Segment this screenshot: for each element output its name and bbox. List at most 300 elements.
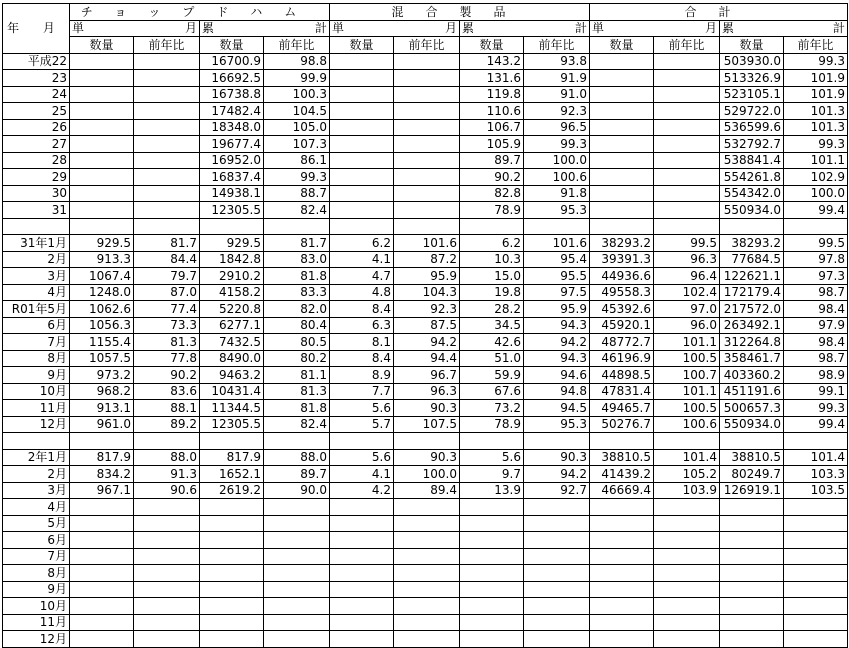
table-row — [3, 416, 848, 433]
table-cell — [394, 86, 460, 103]
row-label: 11月 — [3, 400, 70, 417]
table-cell — [460, 548, 524, 565]
table-cell — [134, 598, 200, 615]
table-cell: 100.0 — [524, 152, 590, 169]
table-cell: 96.3 — [394, 383, 460, 400]
spacer-row — [3, 218, 848, 235]
table-cell: 83.6 — [134, 383, 200, 400]
table-cell — [784, 548, 848, 565]
table-cell: 913.1 — [70, 400, 134, 417]
table-cell — [134, 614, 200, 631]
monthly-header-left: 単 — [592, 21, 605, 36]
cumulative-header — [460, 20, 590, 37]
table-cell — [720, 598, 784, 615]
table-cell: 79.7 — [134, 268, 200, 285]
table-cell: 550934.0 — [720, 202, 784, 219]
table-row — [3, 466, 848, 483]
table-cell — [524, 548, 590, 565]
table-cell — [134, 70, 200, 87]
table-row — [3, 499, 848, 516]
table-cell: 103.5 — [784, 482, 848, 499]
table-cell: 96.4 — [654, 268, 720, 285]
row-label: 27 — [3, 136, 70, 153]
table-cell: 41439.2 — [590, 466, 654, 483]
table-cell — [330, 499, 394, 516]
table-cell: 46196.9 — [590, 350, 654, 367]
row-label: 31年1月 — [3, 235, 70, 252]
table-cell: 38293.2 — [720, 235, 784, 252]
table-cell — [330, 53, 394, 70]
table-cell — [654, 185, 720, 202]
table-cell — [70, 136, 134, 153]
table-cell — [590, 565, 654, 582]
table-cell: 6.2 — [460, 235, 524, 252]
table-cell — [654, 152, 720, 169]
table-cell: 554342.0 — [720, 185, 784, 202]
table-cell: 87.0 — [134, 284, 200, 301]
table-cell: 105.9 — [460, 136, 524, 153]
table-cell: 88.7 — [264, 185, 330, 202]
table-cell: 97.8 — [784, 251, 848, 268]
table-cell: 96.3 — [654, 251, 720, 268]
table-cell: 105.2 — [654, 466, 720, 483]
table-cell: 6277.1 — [200, 317, 264, 334]
table-cell — [460, 565, 524, 582]
table-cell — [590, 499, 654, 516]
empty-cell — [3, 218, 70, 235]
table-cell: 95.3 — [524, 416, 590, 433]
cumulative-header-right: 計 — [314, 21, 327, 36]
table-row — [3, 581, 848, 598]
table-cell: 80249.7 — [720, 466, 784, 483]
table-cell: 967.1 — [70, 482, 134, 499]
table-cell — [590, 53, 654, 70]
table-cell: 554261.8 — [720, 169, 784, 186]
table-cell: 99.3 — [524, 136, 590, 153]
table-cell: 131.6 — [460, 70, 524, 87]
table-cell: 92.3 — [524, 103, 590, 120]
table-cell: 48772.7 — [590, 334, 654, 351]
table-cell: 1057.5 — [70, 350, 134, 367]
table-cell — [264, 598, 330, 615]
table-cell: 80.2 — [264, 350, 330, 367]
table-row — [3, 86, 848, 103]
table-cell: 77.4 — [134, 301, 200, 318]
header-row-periods — [3, 20, 848, 37]
table-cell: 101.4 — [654, 449, 720, 466]
table-cell: 94.3 — [524, 317, 590, 334]
table-cell — [460, 581, 524, 598]
table-cell: 16700.9 — [200, 53, 264, 70]
table-row — [3, 152, 848, 169]
table-cell: 16837.4 — [200, 169, 264, 186]
table-cell — [394, 53, 460, 70]
table-cell: 81.7 — [134, 235, 200, 252]
table-cell: 94.8 — [524, 383, 590, 400]
row-label: 7月 — [3, 334, 70, 351]
table-row — [3, 334, 848, 351]
table-row — [3, 70, 848, 87]
table-cell: 101.4 — [784, 449, 848, 466]
table-cell: 2619.2 — [200, 482, 264, 499]
row-label: 10月 — [3, 598, 70, 615]
table-cell — [654, 614, 720, 631]
empty-cell — [784, 433, 848, 450]
table-row — [3, 532, 848, 549]
table-cell — [654, 565, 720, 582]
row-label: 26 — [3, 119, 70, 136]
empty-cell — [200, 433, 264, 450]
table-cell — [70, 185, 134, 202]
table-cell: 95.9 — [394, 268, 460, 285]
quantity-header: 数量 — [200, 37, 264, 54]
table-cell: 90.3 — [394, 449, 460, 466]
table-cell: 5.6 — [330, 449, 394, 466]
table-cell: 97.3 — [784, 268, 848, 285]
table-cell — [330, 614, 394, 631]
table-cell: 263492.1 — [720, 317, 784, 334]
table-cell — [330, 152, 394, 169]
table-cell: 96.0 — [654, 317, 720, 334]
table-cell — [134, 185, 200, 202]
table-cell: 913.3 — [70, 251, 134, 268]
row-label: R01年5月 — [3, 301, 70, 318]
table-cell — [134, 548, 200, 565]
table-cell — [654, 631, 720, 648]
table-cell — [720, 614, 784, 631]
table-row — [3, 53, 848, 70]
table-cell — [134, 53, 200, 70]
table-cell — [654, 169, 720, 186]
table-cell — [460, 598, 524, 615]
monthly-header-right: 月 — [184, 21, 197, 36]
table-cell — [394, 70, 460, 87]
quantity-header: 数量 — [70, 37, 134, 54]
table-cell: 101.1 — [654, 334, 720, 351]
table-cell: 513326.9 — [720, 70, 784, 87]
table-cell: 104.5 — [264, 103, 330, 120]
table-cell — [460, 614, 524, 631]
empty-cell — [264, 218, 330, 235]
table-cell: 500657.3 — [720, 400, 784, 417]
table-cell: 834.2 — [70, 466, 134, 483]
table-row — [3, 565, 848, 582]
table-cell: 217572.0 — [720, 301, 784, 318]
table-cell — [330, 548, 394, 565]
table-cell — [134, 86, 200, 103]
table-cell: 99.3 — [264, 169, 330, 186]
table-cell: 8490.0 — [200, 350, 264, 367]
table-cell: 91.9 — [524, 70, 590, 87]
row-label: 平成22 — [3, 53, 70, 70]
table-cell: 100.6 — [654, 416, 720, 433]
table-cell — [590, 202, 654, 219]
table-cell — [590, 515, 654, 532]
table-cell: 44936.6 — [590, 268, 654, 285]
table-cell: 98.4 — [784, 301, 848, 318]
table-cell: 817.9 — [200, 449, 264, 466]
table-cell: 1248.0 — [70, 284, 134, 301]
table-cell: 34.5 — [460, 317, 524, 334]
table-row — [3, 598, 848, 615]
table-cell: 538841.4 — [720, 152, 784, 169]
table-cell: 45920.1 — [590, 317, 654, 334]
table-cell — [134, 532, 200, 549]
table-cell: 67.6 — [460, 383, 524, 400]
table-cell — [590, 598, 654, 615]
table-cell — [460, 515, 524, 532]
table-cell: 968.2 — [70, 383, 134, 400]
table-cell — [394, 581, 460, 598]
table-cell: 8.4 — [330, 350, 394, 367]
table-cell: 18348.0 — [200, 119, 264, 136]
table-cell — [654, 70, 720, 87]
table-cell: 100.5 — [654, 400, 720, 417]
year-month-header: 年 月 — [3, 4, 70, 54]
yoy-header: 前年比 — [784, 37, 848, 54]
table-cell — [590, 614, 654, 631]
table-cell: 89.2 — [134, 416, 200, 433]
table-cell: 39391.3 — [590, 251, 654, 268]
table-cell: 101.9 — [784, 86, 848, 103]
table-cell — [200, 614, 264, 631]
table-cell: 9463.2 — [200, 367, 264, 384]
table-cell — [590, 86, 654, 103]
table-row — [3, 400, 848, 417]
table-cell: 78.9 — [460, 202, 524, 219]
row-label: 24 — [3, 86, 70, 103]
table-cell — [394, 152, 460, 169]
table-cell — [330, 581, 394, 598]
table-cell: 4.1 — [330, 251, 394, 268]
table-cell — [394, 185, 460, 202]
table-cell — [654, 499, 720, 516]
table-row — [3, 136, 848, 153]
row-label: 9月 — [3, 367, 70, 384]
table-row — [3, 251, 848, 268]
table-cell: 2910.2 — [200, 268, 264, 285]
table-cell: 6.2 — [330, 235, 394, 252]
table-cell — [200, 598, 264, 615]
cumulative-header-right: 計 — [574, 21, 587, 36]
table-cell: 51.0 — [460, 350, 524, 367]
table-cell: 94.5 — [524, 400, 590, 417]
table-cell: 16692.5 — [200, 70, 264, 87]
table-row — [3, 515, 848, 532]
table-cell: 126919.1 — [720, 482, 784, 499]
table-cell — [264, 581, 330, 598]
table-cell: 10431.4 — [200, 383, 264, 400]
row-label: 4月 — [3, 499, 70, 516]
table-cell: 312264.8 — [720, 334, 784, 351]
table-cell: 86.1 — [264, 152, 330, 169]
empty-cell — [264, 433, 330, 450]
table-cell — [264, 532, 330, 549]
table-cell: 99.1 — [784, 383, 848, 400]
table-row — [3, 614, 848, 631]
table-cell: 50276.7 — [590, 416, 654, 433]
table-cell: 99.5 — [654, 235, 720, 252]
row-label: 25 — [3, 103, 70, 120]
table-cell: 90.3 — [394, 400, 460, 417]
table-cell: 73.3 — [134, 317, 200, 334]
table-cell — [394, 103, 460, 120]
cumulative-header-left: 累 — [462, 21, 475, 36]
table-cell — [330, 185, 394, 202]
table-row — [3, 350, 848, 367]
table-cell: 4.2 — [330, 482, 394, 499]
table-cell: 523105.1 — [720, 86, 784, 103]
table-cell: 101.6 — [394, 235, 460, 252]
table-cell: 98.8 — [264, 53, 330, 70]
table-cell: 81.3 — [134, 334, 200, 351]
table-cell: 99.3 — [784, 53, 848, 70]
table-cell — [720, 515, 784, 532]
table-cell — [590, 548, 654, 565]
table-cell: 46669.4 — [590, 482, 654, 499]
table-cell — [70, 631, 134, 648]
table-cell: 5220.8 — [200, 301, 264, 318]
table-cell: 99.4 — [784, 202, 848, 219]
table-cell — [134, 169, 200, 186]
table-cell: 1652.1 — [200, 466, 264, 483]
table-cell: 16738.8 — [200, 86, 264, 103]
table-cell: 358461.7 — [720, 350, 784, 367]
table-cell — [394, 169, 460, 186]
empty-cell — [654, 433, 720, 450]
table-cell: 90.2 — [134, 367, 200, 384]
group-header-mixed-products: 混合製品 — [330, 4, 590, 21]
table-cell: 81.1 — [264, 367, 330, 384]
table-cell: 5.6 — [330, 400, 394, 417]
table-cell: 12305.5 — [200, 202, 264, 219]
table-cell — [394, 136, 460, 153]
table-cell — [70, 152, 134, 169]
table-cell: 99.5 — [784, 235, 848, 252]
cumulative-header-left: 累 — [202, 21, 215, 36]
table-cell: 87.5 — [394, 317, 460, 334]
monthly-header — [330, 20, 460, 37]
table-cell — [720, 565, 784, 582]
table-cell: 90.3 — [524, 449, 590, 466]
table-cell — [654, 515, 720, 532]
table-cell: 8.1 — [330, 334, 394, 351]
table-cell — [394, 565, 460, 582]
table-cell — [134, 152, 200, 169]
table-cell — [70, 119, 134, 136]
table-cell — [720, 631, 784, 648]
table-cell — [524, 631, 590, 648]
row-label: 23 — [3, 70, 70, 87]
table-cell: 92.3 — [394, 301, 460, 318]
table-cell — [394, 515, 460, 532]
table-cell — [70, 581, 134, 598]
row-label: 29 — [3, 169, 70, 186]
table-cell — [590, 119, 654, 136]
table-cell: 38293.2 — [590, 235, 654, 252]
table-cell — [460, 631, 524, 648]
table-cell: 101.6 — [524, 235, 590, 252]
table-cell — [784, 565, 848, 582]
table-row — [3, 185, 848, 202]
table-row — [3, 202, 848, 219]
table-cell: 110.6 — [460, 103, 524, 120]
table-cell — [394, 499, 460, 516]
table-cell — [70, 499, 134, 516]
table-row — [3, 449, 848, 466]
table-cell: 8.9 — [330, 367, 394, 384]
table-cell — [200, 532, 264, 549]
table-cell — [330, 598, 394, 615]
table-cell — [330, 532, 394, 549]
quantity-header: 数量 — [460, 37, 524, 54]
table-cell: 47831.4 — [590, 383, 654, 400]
table-cell: 100.0 — [784, 185, 848, 202]
table-cell: 929.5 — [200, 235, 264, 252]
table-cell: 1062.6 — [70, 301, 134, 318]
table-cell: 9.7 — [460, 466, 524, 483]
table-cell: 94.2 — [394, 334, 460, 351]
table-cell: 15.0 — [460, 268, 524, 285]
monthly-header — [70, 20, 200, 37]
row-label: 3月 — [3, 482, 70, 499]
table-cell: 929.5 — [70, 235, 134, 252]
table-cell: 91.0 — [524, 86, 590, 103]
table-cell: 103.9 — [654, 482, 720, 499]
table-cell: 103.3 — [784, 466, 848, 483]
monthly-header-right: 月 — [444, 21, 457, 36]
table-cell: 94.2 — [524, 334, 590, 351]
table-cell — [264, 565, 330, 582]
table-cell: 81.7 — [264, 235, 330, 252]
table-cell — [654, 103, 720, 120]
table-row — [3, 482, 848, 499]
quantity-header: 数量 — [720, 37, 784, 54]
table-cell — [70, 598, 134, 615]
row-label: 5月 — [3, 515, 70, 532]
table-cell: 4.8 — [330, 284, 394, 301]
table-cell: 172179.4 — [720, 284, 784, 301]
row-label: 3月 — [3, 268, 70, 285]
empty-cell — [590, 218, 654, 235]
table-cell: 81.3 — [264, 383, 330, 400]
empty-cell — [654, 218, 720, 235]
group-header-chopped-ham: チョップドハム — [70, 4, 330, 21]
table-cell — [524, 565, 590, 582]
table-cell: 11344.5 — [200, 400, 264, 417]
row-label: 2月 — [3, 251, 70, 268]
table-cell — [200, 631, 264, 648]
table-cell: 532792.7 — [720, 136, 784, 153]
table-cell: 107.5 — [394, 416, 460, 433]
table-cell: 38810.5 — [720, 449, 784, 466]
table-cell — [264, 515, 330, 532]
table-cell: 403360.2 — [720, 367, 784, 384]
empty-cell — [394, 433, 460, 450]
table-cell: 7432.5 — [200, 334, 264, 351]
table-cell: 4.1 — [330, 466, 394, 483]
table-cell: 28.2 — [460, 301, 524, 318]
table-cell: 98.7 — [784, 284, 848, 301]
table-cell — [524, 581, 590, 598]
monthly-header — [590, 20, 720, 37]
table-cell — [134, 119, 200, 136]
table-cell: 92.7 — [524, 482, 590, 499]
table-cell — [394, 631, 460, 648]
table-cell: 81.8 — [264, 400, 330, 417]
cumulative-header — [200, 20, 330, 37]
table-cell — [264, 548, 330, 565]
